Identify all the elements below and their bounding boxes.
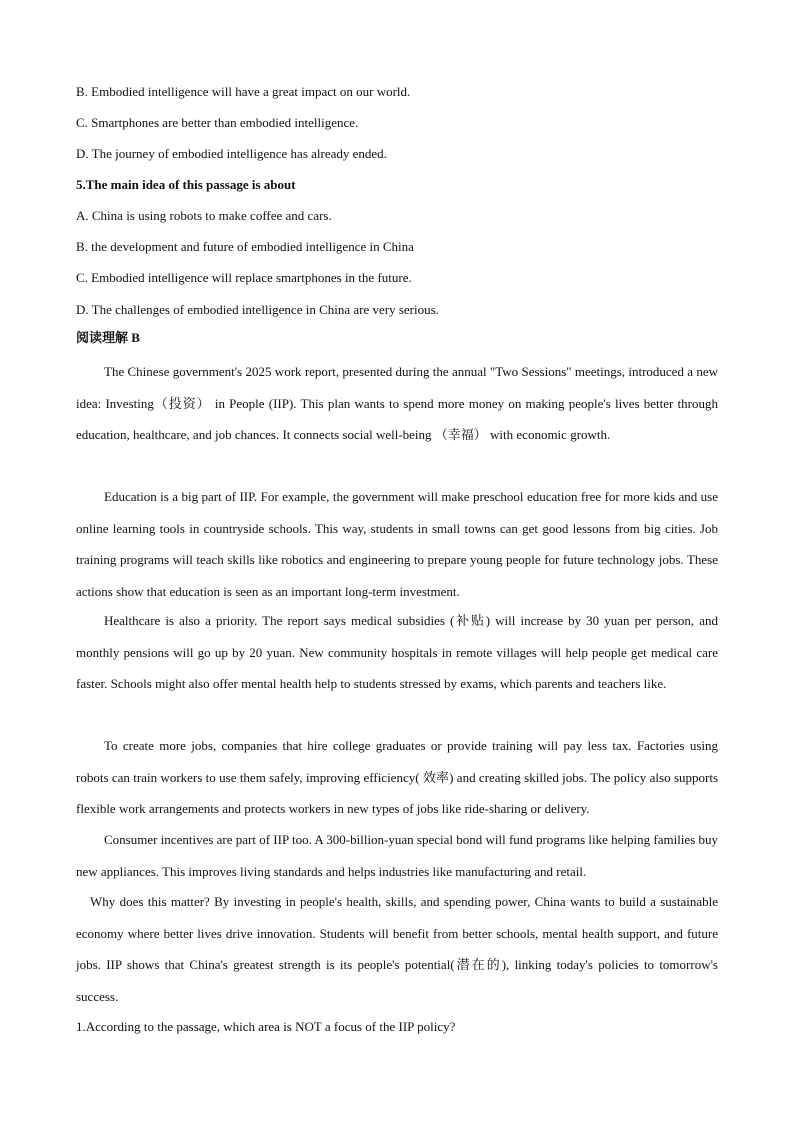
paragraph-4: To create more jobs, companies that hire college graduates or provide training will pay less tax. Factories using robots can train workers to use them safely, improving efficiency( 效率) and creating skilled jobs. The policy also supports flexible work arrangements and protects workers in new types of jobs like ride-sharing or delivery. [76, 738, 718, 816]
section-b-title: 阅读理解 B [76, 330, 140, 345]
q4-option-d: D. The journey of embodied intelligence has already ended. [76, 146, 387, 161]
paragraph-6: Why does this matter? By investing in people's health, skills, and spending power, China wants to build a sustainable economy where better lives drive innovation. Students will benefit from better schools, mental health support, and future jobs. IIP shows that China's greatest strength is its people's potential(潜在的), linking today's policies to tomorrow's success. [76, 894, 718, 1004]
q1-stem: 1.According to the passage, which area is NOT a focus of the IIP policy? [76, 1019, 456, 1034]
q4-option-c: C. Smartphones are better than embodied intelligence. [76, 115, 359, 130]
paragraph-1: The Chinese government's 2025 work report, presented during the annual "Two Sessions" meetings, introduced a new idea: Investing（投资） in People (IIP). This plan wants to spend more money on making people's lives better through education, healthcare, and job chances. It connects social well-being （幸福） with economic growth. [76, 364, 718, 442]
paragraph-5: Consumer incentives are part of IIP too. A 300-billion-yuan special bond will fund programs like helping families buy new appliances. This improves living standards and helps industries like manufacturing and retail. [76, 832, 719, 879]
paragraph-2: Education is a big part of IIP. For example, the government will make preschool education free for more kids and use online learning tools in countryside schools. This way, students in small towns can get good lessons from big cities. Job training programs will teach skills like robotics and engineering to prepare young people for future technology jobs. These actions show that education is seen as an important long-term investment. [76, 489, 718, 599]
q5-stem: 5.The main idea of this passage is about [76, 177, 296, 192]
q5-option-c: C. Embodied intelligence will replace smartphones in the future. [76, 270, 412, 285]
q5-option-b: B. the development and future of embodied intelligence in China [76, 239, 414, 254]
q4-option-b: B. Embodied intelligence will have a great impact on our world. [76, 84, 411, 99]
q5-option-a: A. China is using robots to make coffee and cars. [76, 208, 332, 223]
q5-option-d: D. The challenges of embodied intelligence in China are very serious. [76, 302, 439, 317]
paragraph-3: Healthcare is also a priority. The report says medical subsidies (补贴) will increase by 30 yuan per person, and monthly pensions will go up by 20 yuan. New community hospitals in remote villages will help people get medical care faster. Schools might also offer mental health help to students stressed by exams, which parents and teachers like. [76, 613, 718, 691]
